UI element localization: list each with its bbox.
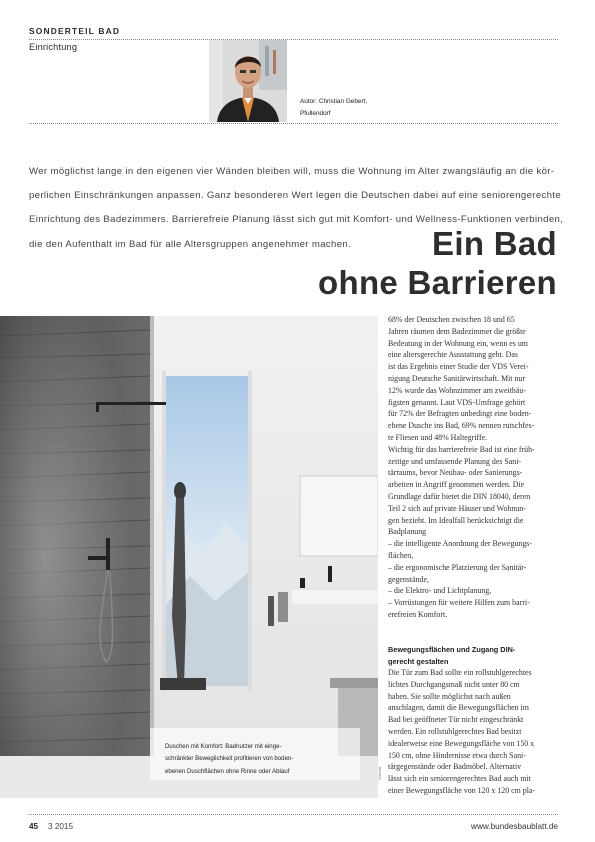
body-line: ebene Dusche ins Bad, 69% nennen rutschfes- (388, 421, 535, 431)
body-line: gegenstände, (388, 574, 429, 584)
section-title: SONDERTEIL BAD (29, 26, 121, 36)
author-divider (29, 123, 558, 124)
body-line: 12% wurde das Wohnzimmer am zweithäu- (388, 385, 526, 395)
body-line: tärraums, bevor Neubau- oder Sanierungs- (388, 468, 523, 478)
body-line: zeitige und umfassende Planung des Sani- (388, 456, 522, 466)
footer-divider (29, 814, 558, 815)
body-line: te Fliesen und 48% Haltegriffe. (388, 432, 488, 442)
body-line: figsten genannt. Laut VDS-Umfrage gehört (388, 397, 526, 407)
body-line: – die intelligente Anordnung der Bewegungs- (388, 539, 532, 549)
body-line: Die Tür zum Bad sollte ein rollstuhlgerechtes (388, 668, 532, 677)
article-body-part1 (388, 314, 558, 621)
subheading-line: gerecht gestalten (388, 656, 449, 666)
body-line: – Vorrüstungen für weitere Hilfen zum barri- (388, 598, 530, 608)
body-line: haben. Sie sollte möglichst nach außen (388, 691, 511, 701)
caption-line: Duschen mit Komfort: Badnutzer mit einge- (165, 743, 282, 750)
author-photo (209, 40, 287, 122)
intro-line: perlichen Einschränkungen anpassen. Ganz besonderen Wert legen die Deutschen dabei auf eine seniorengerechte (29, 190, 562, 202)
bathroom-photo (0, 316, 378, 798)
body-line: Teil 2 sich auf private Häuser und Wohnun- (388, 503, 526, 513)
issue-label: 3 2015 (48, 822, 74, 831)
body-line: lichtes Durchgangsmaß nicht unter 80 cm (388, 679, 520, 689)
body-line: eine altersgerechte Ausstattung geht. Das (388, 350, 518, 360)
article-headline (318, 224, 557, 302)
subheading-line: Bewegungsflächen und Zugang DIN- (388, 645, 516, 654)
body-line: 68% der Deutschen zwischen 18 und 65 (388, 315, 515, 324)
author-credit (300, 96, 367, 120)
body-line: arbeiten in Angriff genommen werden. Die (388, 480, 525, 490)
subsection-title: Einrichtung (29, 42, 78, 52)
body-line: lässt sich ein seniorengerechtes Bad auch mit (388, 774, 531, 784)
intro-line: Wer möglichst lange in den eigenen vier Wänden bleiben will, muss die Wohnung im Alter zwangsläufig an die kör- (29, 166, 555, 177)
body-line: flächen, (388, 550, 414, 560)
caption-line: schränkter Beweglichkeit profitieren von boden- (165, 755, 294, 763)
author-line: Autor: Christian Gebert, (300, 98, 368, 105)
body-line: Jahren räumen dem Badezimmer die größte (388, 326, 526, 336)
body-line: 150 cm, ohne Hindernisse etwa durch Sani- (388, 750, 526, 760)
body-line: Bad bei geöffneter Tür nicht eingeschränkt (388, 715, 524, 725)
headline-line: ohne Barrieren (318, 264, 557, 301)
caption-line: ebenen Duschflächen ohne Rinne oder Ablauf (165, 767, 290, 775)
page-number: 45 (29, 822, 39, 831)
body-line: werden. Ein rollstuhlgerechtes Bad besitzt (388, 726, 522, 736)
body-line: nigung Deutsche Sanitärwirtschaft. Mit nur (388, 373, 525, 383)
intro-line: Einrichtung des Badezimmers. Barrierefreie Planung lässt sich gut mit Komfort- und Wellness-Funktionen verbinden, (29, 214, 564, 226)
author-location: Pfullendorf (300, 110, 331, 117)
intro-line: die den Aufenthalt im Bad für alle Altersgruppen angenehmer machen. (29, 238, 352, 250)
article-body-part2 (388, 667, 558, 797)
body-line: idealerweise eine Bewegungsfläche von 150 x (388, 738, 535, 748)
body-line: ist das Ergebnis einer Studie der VDS Verei- (388, 362, 529, 372)
body-line: Badplanung (388, 527, 427, 537)
header-divider (29, 39, 558, 40)
body-line: tärgegenstände oder Badmöbel. Alternativ (388, 762, 522, 772)
image-credit: Geberit (377, 766, 382, 780)
body-line: erefreien Komfort. (388, 609, 448, 619)
headline-line: Ein Bad (432, 225, 557, 262)
body-line: – die ergonomische Platzierung der Sanitär- (388, 562, 527, 572)
body-line: Grundlage dafür bietet die DIN 18040, deren (388, 491, 531, 501)
body-line: – die Elektro- und Lichtplanung, (388, 586, 492, 596)
body-line: für 72% der Befragten unbedingt eine boden- (388, 409, 532, 419)
body-line: Bedeutung in der Wohnung ein, wenn es um (388, 338, 528, 348)
website-link[interactable]: www.bundesbaublatt.de (471, 822, 558, 831)
section-subheading (388, 644, 515, 668)
image-caption (165, 741, 293, 778)
body-line: anschlagen, damit die Bewegungsflächen im (388, 703, 529, 713)
body-line: einer Bewegungsfläche von 120 x 120 cm pla- (388, 785, 536, 795)
body-line: gen bezieht. Im Idealfall berücksichtigt die (388, 515, 524, 525)
body-line: Wichtig für das barrierefreie Bad ist eine früh- (388, 444, 535, 454)
